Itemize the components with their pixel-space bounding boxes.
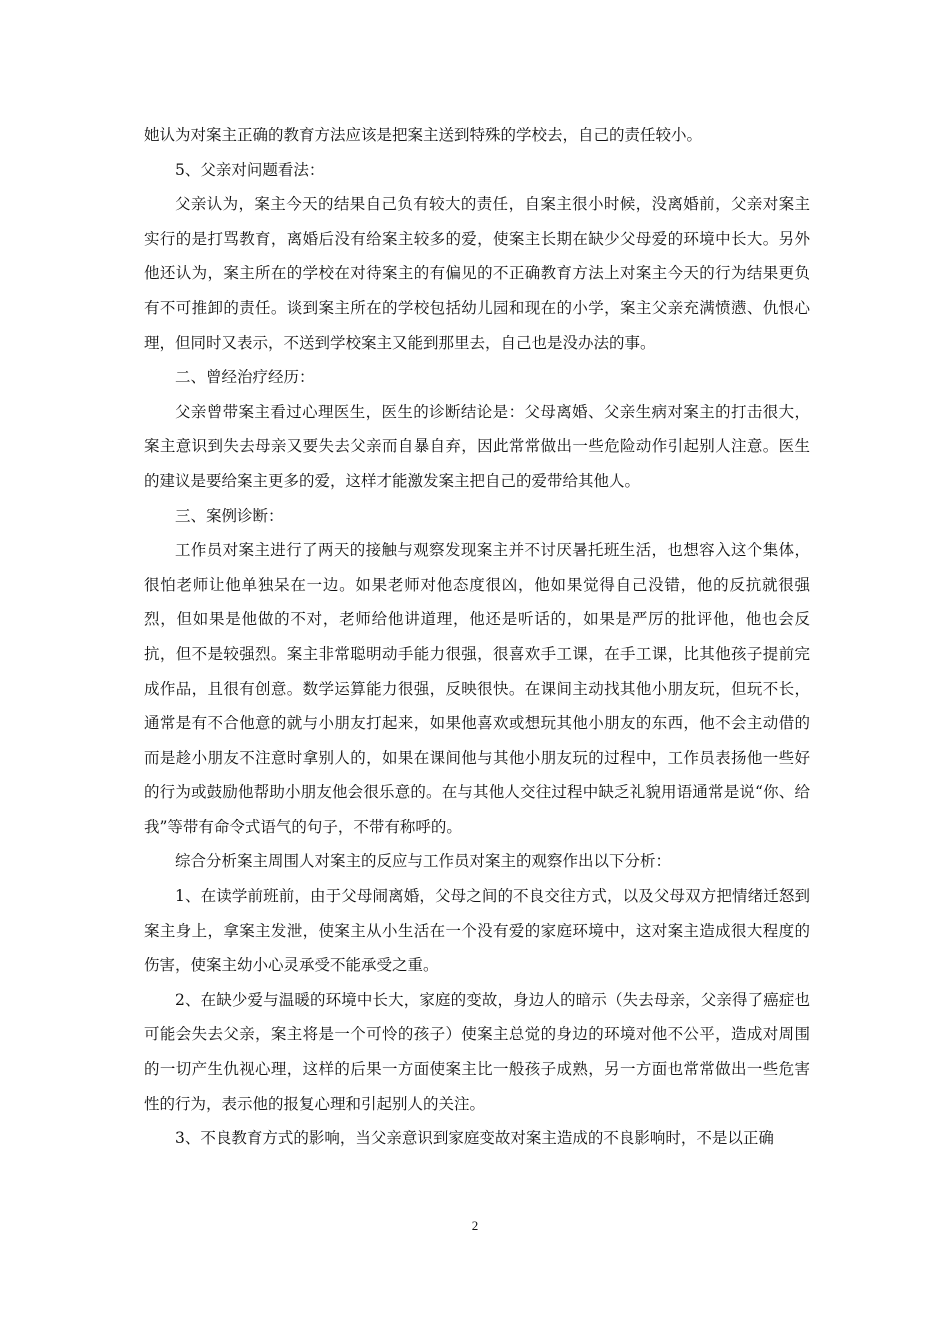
paragraph-1: 她认为对案主正确的教育方法应该是把案主送到特殊的学校去，自己的责任较小。 — [144, 126, 703, 144]
paragraph-10: 2、在缺少爱与温暖的环境中长大，家庭的变故，身边人的暗示（失去母亲，父亲得了癌症也可能会失去父亲，案主将是一个可怜的孩子）使案主总觉的身边的环境对他不公平，造成对周围的一切产生仇视心理，这样的后果一方面使案主比一般孩子成熟，另一方面也常常做出一些危害性的行为，表示他的报复心理和引起别人的关注。 — [144, 990, 810, 1113]
paragraph-2: 5、父亲对问题看法： — [175, 160, 325, 179]
page-number: 2 — [471, 1218, 479, 1233]
document-body — [144, 118, 810, 1156]
paragraph-4: 二、曾经治疗经历： — [175, 368, 315, 387]
paragraph-3: 父亲认为，案主今天的结果自己负有较大的责任，自案主很小时候，没离婚前，父亲对案主实行的是打骂教育，离婚后没有给案主较多的爱，使案主长期在缺少父母爱的环境中长大。另外他还认为，案主所在的学校在对待案主的有偏见的不正确教育方法上对案主今天的行为结果更负有不可推卸的责任。谈到案主所在的学校包括幼儿园和现在的小学，案主父亲充满愤懑、仇恨心理，但同时又表示，不送到学校案主又能到那里去，自己也是没办法的事。 — [144, 195, 810, 352]
paragraph-9: 1、在读学前班前，由于父母闹离婚，父母之间的不良交往方式，以及父母双方把情绪迁怒到案主身上，拿案主发泄，使案主从小生活在一个没有爱的家庭环境中，这对案主造成很大程度的伤害，使案主幼小心灵承受不能承受之重。 — [144, 887, 810, 975]
paragraph-8: 综合分析案主周围人对案主的反应与工作员对案主的观察作出以下分析： — [175, 852, 672, 871]
paragraph-7: 工作员对案主进行了两天的接触与观察发现案主并不讨厌暑托班生活，也想容入这个集体，很怕老师让他单独呆在一边。如果老师对他态度很凶，他如果觉得自己没错，他的反抗就很强烈，但如果是他做的不对，老师给他讲道理，他还是听话的，如果是严厉的批评他，他也会反抗，但不是较强烈。案主非常聪明动手能力很强，很喜欢手工课，在手工课，比其他孩子提前完成作品，且很有创意。数学运算能力很强，反映很快。在课间主动找其他小朋友玩，但玩不长，通常是有不合他意的就与小朋友打起来，如果他喜欢或想玩其他小朋友的东西，他不会主动借的而是趁小朋友不注意时拿别人的，如果在课间他与其他小朋友玩的过程中，工作员表扬他一些好的行为或鼓励他帮助小朋友他会很乐意的。在与其他人交往过程中缺乏礼貌用语通常是说“你、给我”等带有命令式语气的句子，不带有称呼的。 — [144, 541, 810, 836]
paragraph-5: 父亲曾带案主看过心理医生，医生的诊断结论是：父母离婚、父亲生病对案主的打击很大，案主意识到失去母亲又要失去父亲而自暴自弃，因此常常做出一些危险动作引起别人注意。医生的建议是要给案主更多的爱，这样才能激发案主把自己的爱带给其他人。 — [144, 402, 810, 490]
paragraph-6: 三、案例诊断： — [175, 506, 284, 525]
paragraph-11: 3、不良教育方式的影响，当父亲意识到家庭变故对案主造成的不良影响时，不是以正确 — [175, 1129, 774, 1148]
